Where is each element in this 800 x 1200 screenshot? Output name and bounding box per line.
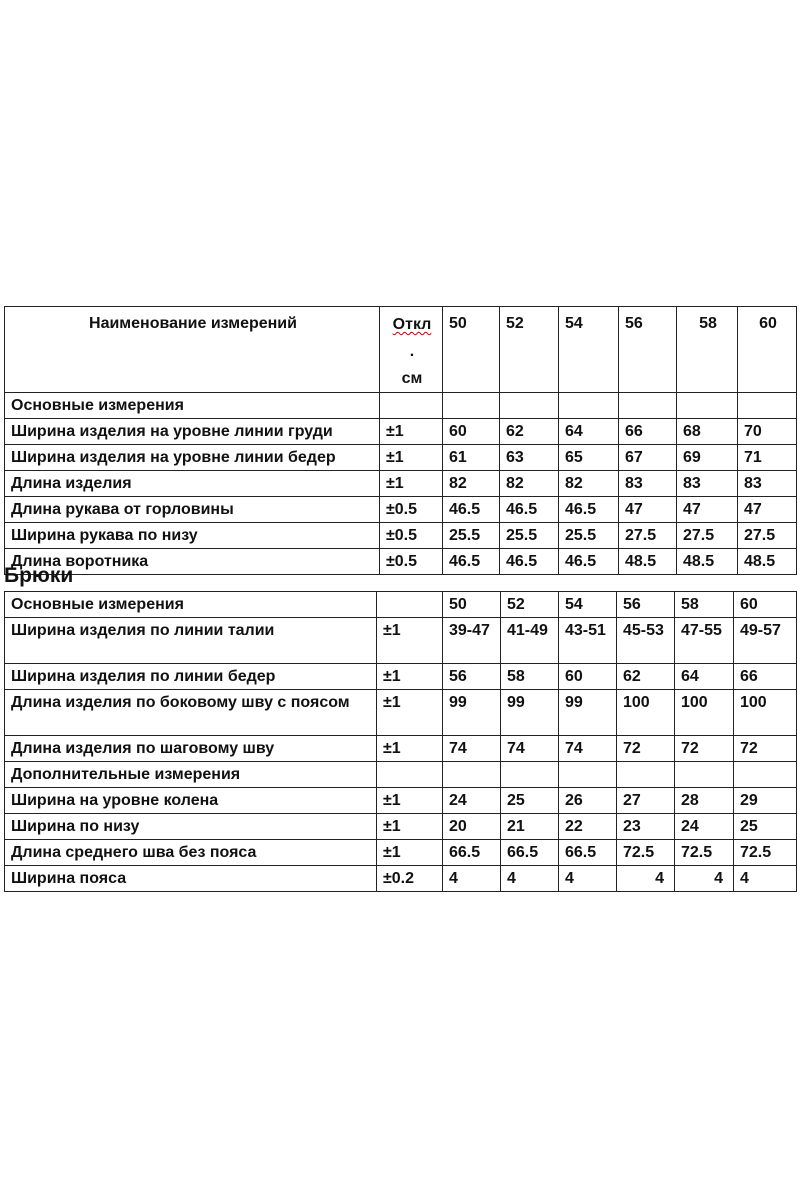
size-value: 72.5 bbox=[617, 840, 675, 866]
table-row bbox=[5, 445, 797, 471]
size-value: 72 bbox=[617, 736, 675, 762]
size-value: 46.5 bbox=[500, 549, 559, 575]
size-value: 25.5 bbox=[559, 523, 619, 549]
size-header: 54 bbox=[559, 307, 619, 393]
size-value: 64 bbox=[559, 419, 619, 445]
deviation-value: ±1 bbox=[377, 788, 443, 814]
size-value: 66.5 bbox=[501, 840, 559, 866]
size-header: 50 bbox=[443, 307, 500, 393]
deviation-value: ±1 bbox=[380, 471, 443, 497]
section-row bbox=[5, 762, 797, 788]
size-value: 100 bbox=[734, 690, 797, 736]
table-row bbox=[5, 736, 797, 762]
size-value: 41-49 bbox=[501, 618, 559, 664]
size-value: 46.5 bbox=[559, 549, 619, 575]
size-value: 72 bbox=[675, 736, 734, 762]
size-value: 74 bbox=[501, 736, 559, 762]
size-value: 72 bbox=[734, 736, 797, 762]
size-value: 82 bbox=[559, 471, 619, 497]
deviation-value: ±1 bbox=[377, 736, 443, 762]
size-value: 25.5 bbox=[443, 523, 500, 549]
size-value: 61 bbox=[443, 445, 500, 471]
trousers-section-title: Брюки bbox=[4, 564, 74, 587]
size-value: 48.5 bbox=[619, 549, 677, 575]
measurement-name: Длина изделия по боковому шву с поясом bbox=[5, 690, 377, 736]
size-header: 56 bbox=[617, 592, 675, 618]
size-value: 46.5 bbox=[500, 497, 559, 523]
size-value: 64 bbox=[675, 664, 734, 690]
deviation-value: ±0.5 bbox=[380, 549, 443, 575]
table-row bbox=[5, 840, 797, 866]
size-value: 83 bbox=[619, 471, 677, 497]
table-row bbox=[5, 788, 797, 814]
measurement-name: Ширина рукава по низу bbox=[5, 523, 380, 549]
size-value: 29 bbox=[734, 788, 797, 814]
size-value: 28 bbox=[675, 788, 734, 814]
size-value: 72.5 bbox=[734, 840, 797, 866]
size-value: 66 bbox=[619, 419, 677, 445]
size-value: 4 bbox=[734, 866, 797, 892]
section-label: Основные измерения bbox=[5, 592, 377, 618]
size-value: 69 bbox=[677, 445, 738, 471]
size-value: 4 bbox=[501, 866, 559, 892]
size-header: 52 bbox=[501, 592, 559, 618]
size-value: 48.5 bbox=[677, 549, 738, 575]
trousers-measurements-table bbox=[4, 591, 797, 892]
section-row bbox=[5, 393, 797, 419]
size-value: 48.5 bbox=[738, 549, 797, 575]
size-value: 100 bbox=[675, 690, 734, 736]
deviation-header-line2: . bbox=[409, 343, 415, 360]
size-value: 46.5 bbox=[443, 549, 500, 575]
deviation-value: ±1 bbox=[377, 618, 443, 664]
size-value: 99 bbox=[559, 690, 617, 736]
size-value: 74 bbox=[443, 736, 501, 762]
size-value: 4 bbox=[443, 866, 501, 892]
size-value: 4 bbox=[617, 866, 675, 892]
size-value: 62 bbox=[500, 419, 559, 445]
size-value: 47-55 bbox=[675, 618, 734, 664]
deviation-header bbox=[380, 307, 443, 393]
size-header: 52 bbox=[500, 307, 559, 393]
size-value: 4 bbox=[675, 866, 734, 892]
deviation-value: ±1 bbox=[377, 840, 443, 866]
measurement-name: Длина рукава от горловины bbox=[5, 497, 380, 523]
size-value: 65 bbox=[559, 445, 619, 471]
deviation-value: ±0.5 bbox=[380, 523, 443, 549]
table-row bbox=[5, 549, 797, 575]
measurement-name: Ширина изделия на уровне линии груди bbox=[5, 419, 380, 445]
measurement-name: Длина воротника bbox=[5, 549, 380, 575]
size-value: 68 bbox=[677, 419, 738, 445]
size-value: 66.5 bbox=[559, 840, 617, 866]
size-value: 56 bbox=[443, 664, 501, 690]
size-value: 23 bbox=[617, 814, 675, 840]
size-header: 58 bbox=[675, 592, 734, 618]
size-value: 20 bbox=[443, 814, 501, 840]
size-value: 74 bbox=[559, 736, 617, 762]
table-row bbox=[5, 866, 797, 892]
size-value: 24 bbox=[443, 788, 501, 814]
size-value: 22 bbox=[559, 814, 617, 840]
table-row bbox=[5, 523, 797, 549]
size-value: 83 bbox=[738, 471, 797, 497]
size-header: 60 bbox=[734, 592, 797, 618]
size-value: 4 bbox=[559, 866, 617, 892]
size-header: 56 bbox=[619, 307, 677, 393]
size-value: 47 bbox=[677, 497, 738, 523]
measurement-name: Ширина изделия по линии бедер bbox=[5, 664, 377, 690]
table-row bbox=[5, 497, 797, 523]
size-value: 27.5 bbox=[738, 523, 797, 549]
measurement-name: Длина изделия bbox=[5, 471, 380, 497]
trousers-header-row bbox=[5, 592, 797, 618]
table-row bbox=[5, 618, 797, 664]
deviation-value: ±1 bbox=[377, 690, 443, 736]
size-value: 66 bbox=[734, 664, 797, 690]
size-value: 25 bbox=[734, 814, 797, 840]
table-row bbox=[5, 814, 797, 840]
measurement-name: Ширина изделия по линии талии bbox=[5, 618, 377, 664]
size-value: 82 bbox=[500, 471, 559, 497]
measurement-name: Ширина изделия на уровне линии бедер bbox=[5, 445, 380, 471]
size-value: 63 bbox=[500, 445, 559, 471]
size-value: 45-53 bbox=[617, 618, 675, 664]
size-header: 54 bbox=[559, 592, 617, 618]
measurement-name: Длина среднего шва без пояса bbox=[5, 840, 377, 866]
table-row bbox=[5, 664, 797, 690]
size-value: 70 bbox=[738, 419, 797, 445]
deviation-value: ±1 bbox=[380, 419, 443, 445]
jacket-measurements-table bbox=[4, 306, 797, 575]
deviation-value: ±1 bbox=[380, 445, 443, 471]
measurement-name-header: Наименование измерений bbox=[5, 307, 380, 393]
table-row bbox=[5, 419, 797, 445]
deviation-header-line3: см bbox=[401, 370, 423, 387]
size-value: 39-47 bbox=[443, 618, 501, 664]
deviation-value: ±0.2 bbox=[377, 866, 443, 892]
section-label: Дополнительные измерения bbox=[5, 762, 377, 788]
jacket-header-row bbox=[5, 307, 797, 393]
size-value: 24 bbox=[675, 814, 734, 840]
size-value: 60 bbox=[443, 419, 500, 445]
size-value: 25 bbox=[501, 788, 559, 814]
size-value: 46.5 bbox=[559, 497, 619, 523]
deviation-header-line1: Откл bbox=[392, 316, 432, 333]
size-value: 25.5 bbox=[500, 523, 559, 549]
size-header: 60 bbox=[738, 307, 797, 393]
size-value: 47 bbox=[619, 497, 677, 523]
size-value: 71 bbox=[738, 445, 797, 471]
size-value: 58 bbox=[501, 664, 559, 690]
size-value: 83 bbox=[677, 471, 738, 497]
size-value: 99 bbox=[443, 690, 501, 736]
size-value: 26 bbox=[559, 788, 617, 814]
deviation-value: ±1 bbox=[377, 664, 443, 690]
measurement-name: Ширина на уровне колена bbox=[5, 788, 377, 814]
size-value: 60 bbox=[559, 664, 617, 690]
size-value: 43-51 bbox=[559, 618, 617, 664]
size-value: 27.5 bbox=[677, 523, 738, 549]
size-value: 66.5 bbox=[443, 840, 501, 866]
size-value: 62 bbox=[617, 664, 675, 690]
size-value: 99 bbox=[501, 690, 559, 736]
size-value: 82 bbox=[443, 471, 500, 497]
measurement-name: Ширина по низу bbox=[5, 814, 377, 840]
size-value: 100 bbox=[617, 690, 675, 736]
size-value: 67 bbox=[619, 445, 677, 471]
size-value: 72.5 bbox=[675, 840, 734, 866]
table-row bbox=[5, 690, 797, 736]
size-header: 58 bbox=[677, 307, 738, 393]
size-value: 46.5 bbox=[443, 497, 500, 523]
measurement-name: Ширина пояса bbox=[5, 866, 377, 892]
size-value: 27 bbox=[617, 788, 675, 814]
table-row bbox=[5, 471, 797, 497]
measurement-name: Длина изделия по шаговому шву bbox=[5, 736, 377, 762]
deviation-value: ±0.5 bbox=[380, 497, 443, 523]
size-value: 21 bbox=[501, 814, 559, 840]
section-label: Основные измерения bbox=[5, 393, 380, 419]
size-value: 27.5 bbox=[619, 523, 677, 549]
size-value: 49-57 bbox=[734, 618, 797, 664]
deviation-value: ±1 bbox=[377, 814, 443, 840]
size-value: 47 bbox=[738, 497, 797, 523]
size-header: 50 bbox=[443, 592, 501, 618]
